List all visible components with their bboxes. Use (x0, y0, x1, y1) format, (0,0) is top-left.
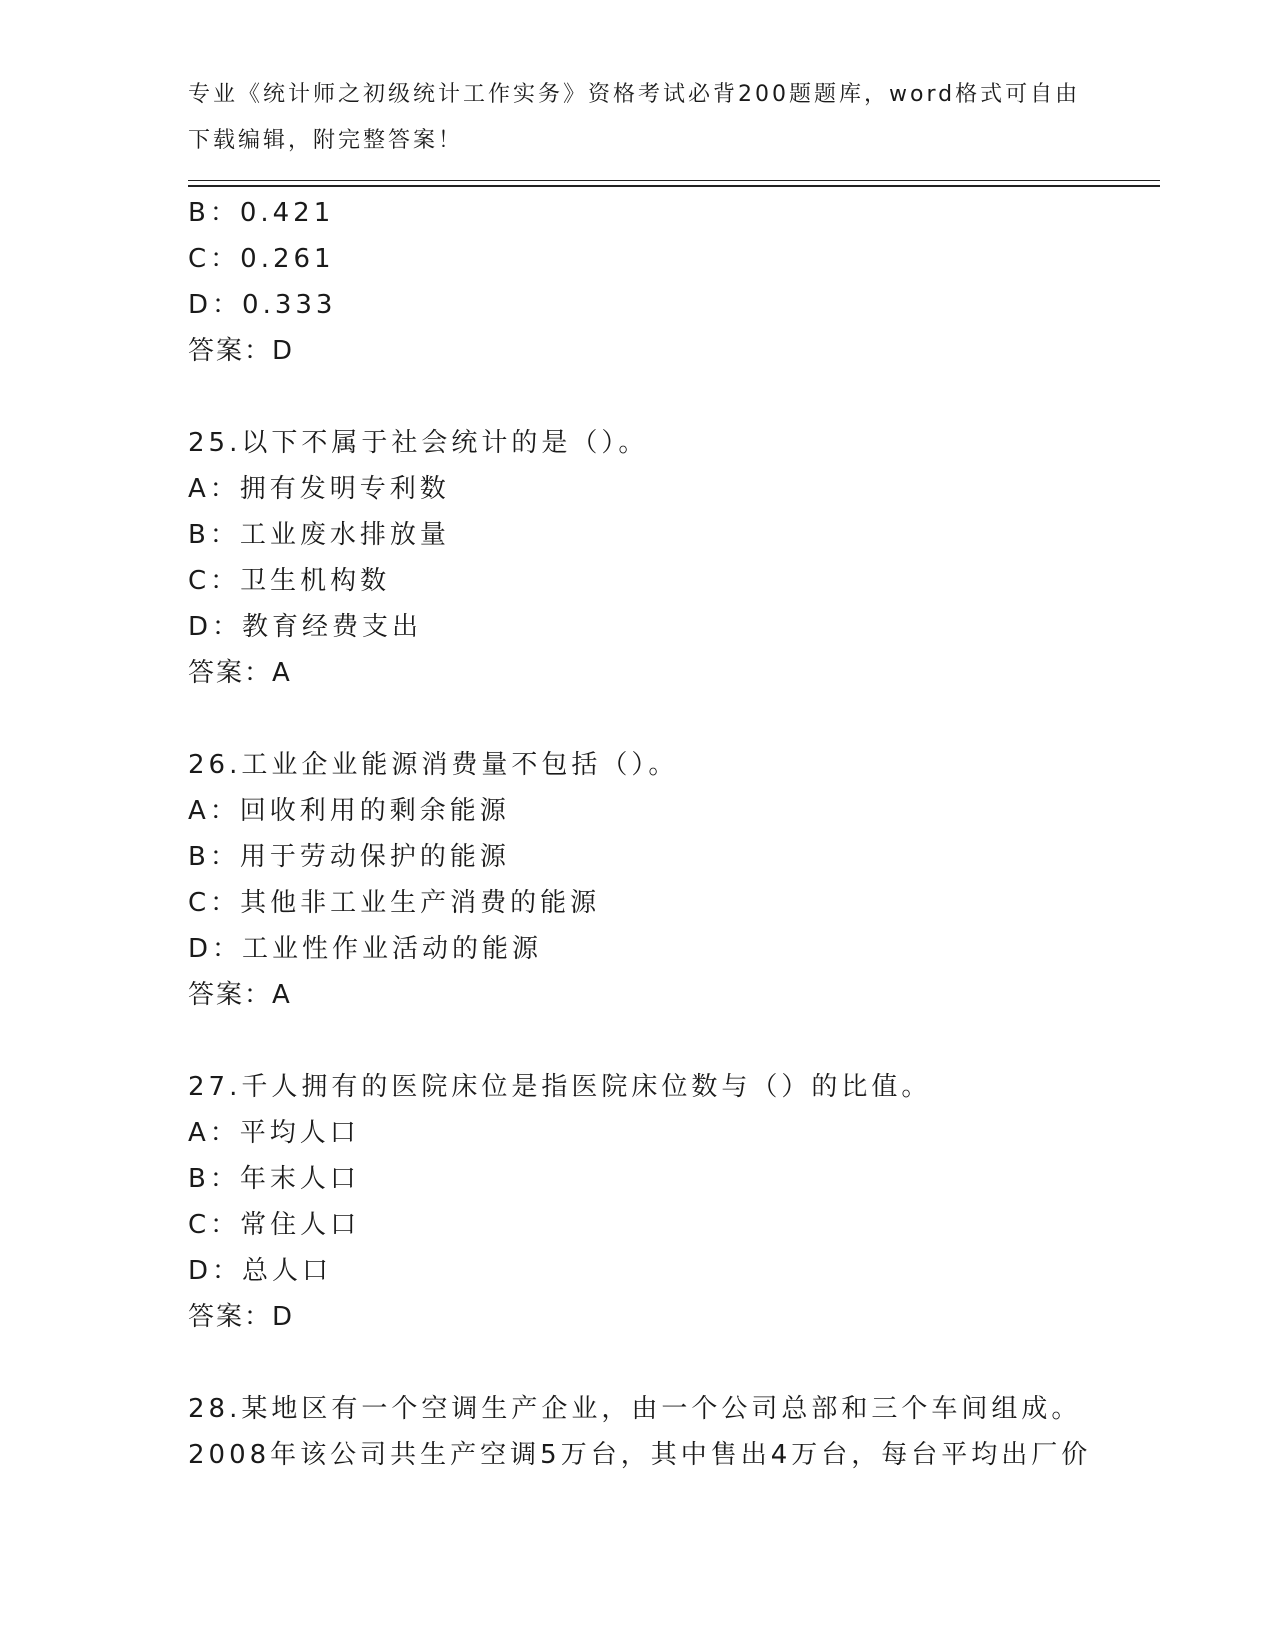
option-c: C：常住人口 (188, 1210, 361, 1240)
option-d: D：工业性作业活动的能源 (188, 934, 543, 964)
question-text-line-1: 28.某地区有一个空调生产企业，由一个公司总部和三个车间组成。 (188, 1394, 1082, 1424)
answer-line: 答案：D (188, 336, 295, 366)
document-header (188, 72, 1081, 164)
answer-line: 答案：D (188, 1302, 295, 1332)
option-c: C：0.261 (188, 244, 335, 274)
spacer (188, 1340, 1148, 1386)
question-25 (188, 420, 1148, 696)
option-b: B：用于劳动保护的能源 (188, 842, 510, 872)
option-c: C：其他非工业生产消费的能源 (188, 888, 601, 918)
header-line-2: 下载编辑，附完整答案！ (188, 128, 464, 153)
answer-line: 答案：A (188, 658, 292, 688)
option-d: D：教育经费支出 (188, 612, 423, 642)
question-27 (188, 1064, 1148, 1340)
spacer (188, 696, 1148, 742)
option-a: A：拥有发明专利数 (188, 474, 450, 504)
question-content (188, 190, 1148, 1478)
question-24-continued (188, 190, 1148, 374)
question-text: 25.以下不属于社会统计的是（）。 (188, 428, 649, 458)
question-28 (188, 1386, 1148, 1478)
option-a: A：平均人口 (188, 1118, 360, 1148)
question-26 (188, 742, 1148, 1018)
option-b: B：工业废水排放量 (188, 520, 450, 550)
answer-line: 答案：A (188, 980, 292, 1010)
question-text: 27.千人拥有的医院床位是指医院床位数与（）的比值。 (188, 1072, 932, 1102)
option-d: D：总人口 (188, 1256, 333, 1286)
option-d: D：0.333 (188, 290, 337, 320)
header-divider-thin (188, 180, 1160, 181)
option-b: B：0.421 (188, 198, 335, 228)
header-line-1: 专业《统计师之初级统计工作实务》资格考试必背200题题库，word格式可自由 (188, 82, 1081, 107)
question-text: 26.工业企业能源消费量不包括（）。 (188, 750, 679, 780)
option-c: C：卫生机构数 (188, 566, 391, 596)
option-a: A：回收利用的剩余能源 (188, 796, 510, 826)
spacer (188, 374, 1148, 420)
header-divider-thick (188, 185, 1160, 187)
spacer (188, 1018, 1148, 1064)
option-b: B：年末人口 (188, 1164, 360, 1194)
question-text-line-2: 2008年该公司共生产空调5万台，其中售出4万台，每台平均出厂价 (188, 1440, 1092, 1470)
